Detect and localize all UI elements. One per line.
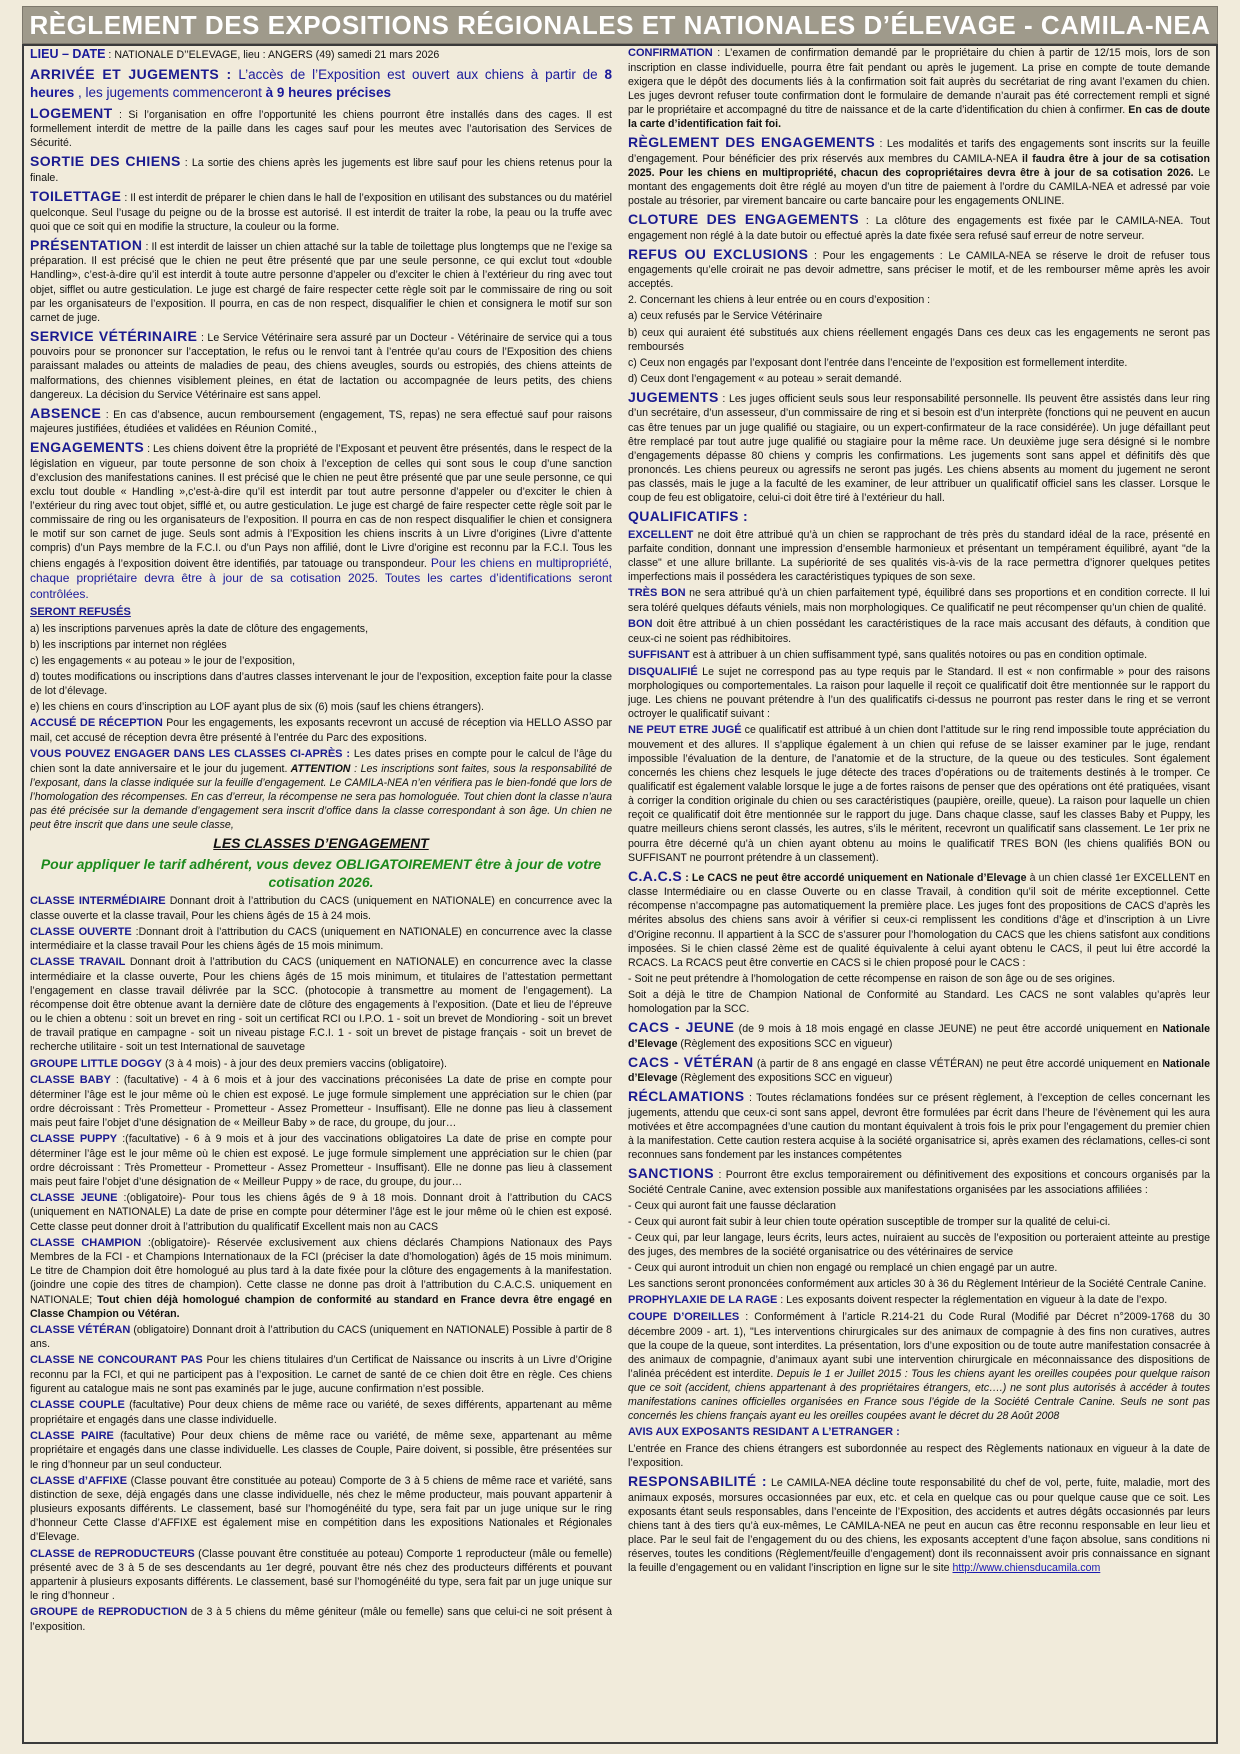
- cacs: [628, 867, 1210, 970]
- list-item: b) ceux qui auraient été substitués aux chiens réellement engagés Dans ces deux cas les engagements ne seront pas remboursés: [628, 326, 1210, 353]
- list-item: [30, 1398, 612, 1427]
- sortie-heading: SORTIE DES CHIENS: [30, 153, 181, 170]
- accuse-text: Pour les engagements, les exposants recevront un accusé de réception via HELLO ASSO par mail, cet accusé de réception devra être présenté à l’entrée du Parc des expositions.: [30, 717, 612, 745]
- list-item: c) les engagements « au poteau » le jour de l’exposition,: [30, 655, 296, 668]
- responsabilite-text: Le CAMILA-NEA décline toute responsabilité du chef de vol, perte, fuite, maladie, mort des animaux exposés, morsures occasionnées par eux, etc. et cela en quelque cas ou pour quelque cause que ce soit. Les exposants étant seuls responsables, dans l’enceinte de l’Exposition, des accidents et autres dégâts occasionnés par leurs chiens tant à des tiers qu’à eux-mêmes, Le CAMILA-NEA ne peut en aucun cas être reconnu responsable en leur lieu et place. Par le seul fait de l’engagement du ou des chiens, les exposants acceptent d’une façon absolue, sans conditions ni réserves, toutes les conditions (Règlement/feuille d’engagement) dont ils reconnaissent avoir pris connaissance en signant la feuille d’engagement ou en validant l’inscription en ligne sur le site: [628, 1477, 1210, 1575]
- classes-list: [30, 894, 612, 1634]
- cacs-jeune-text-2: (Règlement des expositions SCC en vigueur): [677, 1037, 893, 1050]
- class-text: (Classe pouvant être constituée au poteau) Comporte 1 reproducteur (mâle ou femelle) présenté avec de 3 à 5 de ses descendants au 1er degré, pouvant être nés chez des producteurs différents et pouvant appartenir à plusieurs exposants différents. Le classement, basé sur l’homogénéité du type, sera fait par un juge unique sur le ring d’honneur .: [30, 1547, 612, 1603]
- refuses-heading-line: [30, 605, 612, 620]
- judging-time: à 9 heures précises: [265, 84, 391, 100]
- cacs-list: [628, 972, 1210, 1016]
- confirmation-heading: CONFIRMATION: [628, 47, 713, 59]
- qualif-text: ne sera attribué qu’à un chien parfaitement typé, équilibré dans ses proportions et en condition correcte. Il lui sera toléré quelques défauts véniels, mais non morphologiques. Ce qualificatif ne peut récompenser qu’un chien de qualité.: [628, 587, 1210, 615]
- class-text: Pour les chiens titulaires d’un Certificat de Naissance ou inscrits à un Livre d’Origine reconnu par la FCI, et qui ne participent pas à l’exposition. Le carnet de santé de ce chien doit être en règle. Ces chiens figurent au catalogue mais ne sont pas examinés par le juge, aucune confirmation n’est possible.: [30, 1354, 612, 1396]
- reclamations-text: : Toutes réclamations fondées sur ce présent règlement, à l’exception de celles concernant les jugements, attendu que ceux-ci sont sans appel, devront être formulées par écrit dans l’heure de l’évènement qui les aura motivées et être accompagnées d’une caution du montant équivalent à trois fois le prix pour l’engagement du premier chien à la manifestation. Cette caution restera acquise à la société organisatrice si, après examen des réclamations, celles-ci sont reconnues sans fondement par les instances compétentes: [628, 1092, 1210, 1162]
- avis-etranger-heading-line: [628, 1425, 1210, 1440]
- sanctions-text: : Pourront être exclus temporairement ou définitivement des expositions et concours organisés par la Société Centrale Canine, avec extension possible aux manifestations organisées par les associations affiliées :: [628, 1169, 1210, 1196]
- vous-heading: VOUS POUVEZ ENGAGER DANS LES CLASSES CI-APRÈS :: [30, 748, 351, 761]
- logement-heading: LOGEMENT: [30, 104, 113, 121]
- avis-heading: AVIS AUX EXPOSANTS RESIDANT A L’ETRANGER :: [628, 1426, 900, 1439]
- coupe-oreilles: [628, 1310, 1210, 1423]
- cacs-veteran-text: (à partir de 8 ans engagé en classe VÉTÉRAN) ne peut être accordé uniquement en: [753, 1057, 1159, 1070]
- list-item: - Ceux qui auront fait une fausse déclaration: [628, 1200, 836, 1212]
- list-item: [30, 1132, 612, 1189]
- class-text: :(obligatoire)- Réservée exclusivement aux chiens déclarés Champions Nationaux des Pays Membres de la FCI - et Champions Internationaux de la FCI (préciser la date d’homologation) âgés de 15 mois minimum. Le titre de Champion doit être homologué au plus tard à la date fixée pour la clôture des engagements à la manifestation. (joindre une copie des titres de champion). Cette classe ne donne pas droit à l’attribution du C.A.C.S. uniquement en NATIONALE;: [30, 1236, 612, 1306]
- class-heading: CLASSE JEUNE: [30, 1191, 118, 1204]
- list-item: - Ceux qui auront introduit un chien non engagé ou remplacé un chien engagé par un autre.: [628, 1262, 1058, 1275]
- multipropriete-note: Pour les chiens en multipropriété, chaque propriétaire devra être à jour de sa cotisation 2025. Toutes les cartes d’identifications seront contrôlées.: [30, 555, 612, 602]
- list-item: a) les inscriptions parvenues après la date de clôture des engagements,: [30, 623, 369, 635]
- cacs-veteran-bold: Nationale d’Elevage: [628, 1057, 1210, 1085]
- class-text: Donnant droit à l’attribution du CACS (uniquement en NATIONALE) en concurrence avec la classe intermédiaire et la classe ouverte, Pour les chiens âgés de 15 mois minimum, et titulaires de l’attestation permettant l’engagement en classe travail délivrée par la SCC. (photocopie à transmettre au moment de l’engagement). La récompense doit être obtenue avant la dernière date de clôture des engagements à l’exposition. (Date et lieu de l’épreuve ou le chien a obtenu : soit un brevet en ring - soit un certificat RCI ou I.P.O. 1 - soit un brevet de Mondioring - soit un brevet de travail pratique en campagne - soit un niveau pistage F.C.I. 1 - soit un brevet de pistage français - soit un brevet de recherche utilitaire - soit un test International de sauvetage: [30, 956, 612, 1054]
- arrivee: [30, 65, 612, 102]
- qualif-text: Le sujet ne correspond pas au type requis par le Standard. Il est « non confirmable » pour des raisons morphologiques ou comportementales. La raison pour laquelle il reçoit ce qualificatif doit être mentionnée sur le rapport du juge. Les chiens ne pouvant prétendre à l’un des qualificatifs ci-dessus ne pourront pas rester dans le ring et se verront octroyer le qualificatif suivant :: [628, 665, 1210, 721]
- list-item: [30, 1057, 612, 1072]
- absence: [30, 404, 612, 437]
- class-heading: CLASSE VÉTÉRAN: [30, 1323, 131, 1336]
- cacs-veteran-heading: CACS - VÉTÉRAN: [628, 1053, 754, 1070]
- list-item: d) Ceux dont l’engagement « au poteau » serait demandé.: [628, 372, 902, 385]
- cacs-jeune-bold: Nationale d’Elevage: [628, 1023, 1210, 1050]
- cacs-jeune: [628, 1018, 1210, 1051]
- list-item: [30, 1429, 612, 1472]
- class-heading: CLASSE CHAMPION: [30, 1236, 142, 1249]
- left-column: [30, 46, 612, 1742]
- absence-text: : En cas d’absence, aucun remboursement (engagement, TS, repas) ne sera effectué sauf pour raisons majeures justifiées, étudiées et validées en Réunion Comité.,: [30, 408, 612, 436]
- class-heading: CLASSE PUPPY: [30, 1133, 118, 1145]
- list-item: Les sanctions seront prononcées conformément aux articles 30 à 36 du Règlement Intérieur de la Société Centrale Canine.: [628, 1278, 1207, 1291]
- veto-text: : Le Service Vétérinaire sera assuré par un Docteur - Vétérinaire de service qui a tous pouvoirs pour se prononcer sur l’acceptation, le refus ou le renvoi tant à l’entrée qu’au cours de l’Exposition des chiens paraissant malades ou atteints de maladies de peau, des chiens aveugles, sourds ou estropiés, des chiens atteints de malformations, des chiennes visiblement pleines, en état de lactation ou accompagnée de leurs petits, des chiens dangereux. La décision du Service Vétérinaire est sans appel.: [30, 331, 612, 401]
- sanctions: [628, 1164, 1210, 1197]
- class-text: (facultative) Pour deux chiens de même race ou variété, de même sexe, appartenant au même propriétaire et engagés dans une classe individuelle. Les classes de Couple, Paire doivent, si possible, être présentées sur le ring d’honneur par un seul conducteur.: [30, 1429, 612, 1471]
- list-item: - Soit ne peut prétendre à l’homologation de cette récompense en raison de son âge ou de ses origines.: [628, 972, 1116, 985]
- arrivee-text-2: , les jugements commenceront: [74, 84, 266, 100]
- class-text: : (facultative) - 4 à 6 mois et à jour des vaccinations préconisées La date de prise en compte pour déterminer l’âge est le jour même où le chien est exposé. Le juge formule simplement une appréciation sur le chien (par ordre décroissant : Très Prometteur - Prometteur - Assez Prometteur - Insuffisant). Elle ne donne pas lieu à classement mais peut faire l’objet d’une désignation de « Meilleur Baby » de race, du groupe, du jour…: [30, 1074, 612, 1129]
- class-text: Donnant droit à l’attribution du CACS (uniquement en NATIONALE) en concurrence avec la classe ouverte et la classe travail, Pour les chiens âgés de 15 à 24 mois.: [30, 895, 612, 922]
- prophylaxie-heading: PROPHYLAXIE DE LA RAGE: [628, 1294, 778, 1307]
- site-link[interactable]: http://www.chiensducamila.com: [952, 1562, 1101, 1575]
- list-item: [30, 925, 612, 954]
- sanctions-list: [628, 1199, 1210, 1291]
- class-heading: CLASSE d’AFFIXE: [30, 1474, 128, 1487]
- class-bold-note: Tout chien déjà homologué champion de conformité au standard en France devra être engagé en Classe Champion ou Vétéran.: [30, 1293, 612, 1320]
- cacs-heading: C.A.C.S: [628, 867, 683, 884]
- list-item: e) les chiens en cours d’inscription au LOF ayant plus de six (6) mois (sauf les chiens étrangers).: [30, 701, 484, 714]
- vous-text: Les dates prises en compte pour le calcul de l’âge du chien sont la date anniversaire et le jour du jugement.: [30, 748, 612, 775]
- page-title: RÈGLEMENT DES EXPOSITIONS RÉGIONALES ET NATIONALES D’ÉLEVAGE - CAMILA-NEA: [22, 6, 1218, 44]
- list-item: [628, 665, 1210, 722]
- veto-heading: SERVICE VÉTÉRINAIRE: [30, 327, 198, 344]
- cacs-jeune-heading: CACS - JEUNE: [628, 1019, 735, 1036]
- reclamations: [628, 1087, 1210, 1162]
- list-item: a) ceux refusés par le Service Vétérinaire: [628, 310, 823, 323]
- oreilles-italic: Depuis le 1 er Juillet 2015 : Tous les chiens ayant les oreilles coupées pour quelque raison que ce soit (accident, chiens appartenant à des propriétaires étrangers, etc….) ne sont plus autorisés à accéder à toutes manifestations canines officielles organisées en France sous l’égide de la Société Centrale Canine. Seuls ne sont pas concernés les chiens français ayant eu les oreilles coupées avant le décret du 28 Août 2008: [628, 1367, 1210, 1423]
- toilettage-heading: TOILETTAGE: [30, 187, 122, 204]
- oreilles-text: : Conformément à l’article R.214-21 du Code Rural (Modifié par Décret n°2009-1768 du 30 décembre 2009 - art. 1), "Les interventions chirurgicales sur des animaux de compagnie à des fins non curatives, autres que la coupe de la queue, sont interdites. La présentation, lors d’une exposition ou de toute autre manifestation consacrée à des animaux de compagnie, d’animaux ayant subi une intervention chirurgicale en méconnaissance des dispositions de l’alinéa précédent est interdite.: [628, 1311, 1210, 1380]
- list-item: [30, 955, 612, 1054]
- qualif-text: ce qualificatif est attribué à un chien dont l’attitude sur le ring rend impossible toute appréciation du mouvement et des allures. Il s’applique également à un chien qui refuse de se laisser examiner par le juge, rendant impossible l’évaluation de la denture, de l’anatomie et de la structure, de la queue ou des testicules. Sont également concernés les chiens chez lesquels le juge détecte des traces d’opérations ou de traitements destinés à le tromper. Ce qualificatif est également valable lorsque le juge a de fortes raisons de penser que des opérations ont été pratiquées, visant à corriger la condition originale du chien ou ses caractéristiques (paupière, oreille, queue). La raison pour laquelle un chien reçoit ce qualificatif doit être mentionnée sur le rapport du juge. Dans chaque classe, sauf les classes Baby et Puppy, les quatre meilleurs chiens seront classés, les autres, s’ils le méritent, recevront un qualificatif sans classement. Le 1er prix ne pourra être décerné qu’à un chien ayant obtenu au moins le qualificatif TRES BON (les chiens qualifiés BON ou SUFFISANT ne pourront prétendre à un classement).: [628, 724, 1210, 864]
- refuses-heading: SERONT REFUSÉS: [30, 606, 131, 619]
- class-text: :Donnant droit à l’attribution du CACS (uniquement en NATIONALE) en concurrence avec la classe intermédiaire et la classe travail Pour les chiens âgés de 15 mois minimum.: [30, 925, 612, 953]
- logement: [30, 104, 612, 151]
- qualif-heading: EXCELLENT: [628, 528, 694, 541]
- qualificatifs-list: [628, 528, 1210, 865]
- qualif-heading: SUFFISANT: [628, 648, 690, 661]
- class-heading: CLASSE INTERMÉDIAIRE: [30, 895, 166, 908]
- list-item: c) Ceux non engagés par l’exposant dont l’entrée dans l’enceinte de l’exposition est formellement interdite.: [628, 356, 1128, 369]
- arrivee-heading: ARRIVÉE ET JUGEMENTS :: [30, 65, 232, 82]
- cacs-text: à un chien classé 1er EXCELLENT en classe Intermédiaire ou en classe Ouverte ou en classe Travail, à condition qu’il soit de mérite exceptionnel. Cette récompense n’accompagne pas automatiquement la première place. Les juges font des propositions de CACS d’après les mérites absolus des chiens sans avoir à vérifier si ceux-ci remplissent les conditions d’âge et d’inscription à un Livre d’Origine reconnu. Il appartient à la SCC de s’assurer pour l’homologation du CACS que les chiens satisfont aux conditions imposées. Si le chien classé 2ème est de qualité équivalente à celui ayant obtenu le CACS, il peut lui être accordé la RCACS. La RCACS peut être convertie en CACS si le chien proposé pour le CACS :: [628, 871, 1210, 969]
- accuse-heading: ACCUSÉ DE RÉCEPTION: [30, 717, 163, 730]
- prophylaxie-text: : Les exposants doivent respecter la réglementation en vigueur à la date de l’expo.: [777, 1294, 1168, 1307]
- cacs-bold: : Le CACS ne peut être accordé uniquement en Nationale d’Elevage: [682, 871, 1027, 884]
- absence-heading: ABSENCE: [30, 404, 102, 421]
- qualificatifs-heading: QUALIFICATIFS :: [628, 508, 749, 525]
- list-item: - Ceux qui, par leur langage, leurs écrits, leurs actes, nuiraient au succès de l’exposition ou porteraient atteinte au prestige des juges, des membres de la société organisatrice ou des vétérinaires de service: [628, 1232, 1210, 1259]
- presentation-text: : Il est interdit de laisser un chien attaché sur la table de toilettage plus longtemps que ne l’exige sa préparation. Il est précisé que le chien ne peut être présenté que par une seule personne, ce qui exclut tout «double Handling», c’est-à-dire qu’il est interdit à toute autre personne d’appeler ou d’exciter le chien à l’extérieur du ring avec tout objet, sifflet ou autre gesticulation. Le juge est chargé de faire respecter cette règle soit par le commissaire de ring ou soit par les organisateurs de l’exposition. Il pourra, en cas de non respect, disqualifier le chien et consignera le motif sur son carnet de juge.: [30, 240, 612, 324]
- reclamations-heading: RÉCLAMATIONS: [628, 1088, 745, 1105]
- qualificatifs-heading-line: [628, 507, 1210, 526]
- reglement-text: : Les modalités et tarifs des engagements sont inscrits sur la feuille d’engagement. Pour bénéficier des prix réservés aux membres du CAMILA-NEA: [628, 138, 1210, 165]
- list-item: [30, 1073, 612, 1130]
- qualif-text: doit être attribué à un chien possédant les caractéristiques de la race mais accusant des défauts, à condition que ceux-ci ne soient pas rédhibitoires.: [628, 618, 1210, 645]
- toilettage: [30, 187, 612, 234]
- toilettage-text: : Il est interdit de préparer le chien dans le hall de l’exposition en utilisant des substances ou du matériel quelconque. Seul l’usage du peigne ou de la brosse est autorisé. Il est interdit de traiter la robe, la peau ou la truffe avec quoi que ce soit qui en modifie la structure, la couleur ou la forme.: [30, 191, 612, 233]
- class-heading: GROUPE LITTLE DOGGY: [30, 1057, 163, 1070]
- service-veterinaire: [30, 327, 612, 402]
- accuse-reception: [30, 716, 612, 745]
- list-item: [30, 894, 612, 923]
- list-item: [30, 1191, 612, 1234]
- list-item: Soit a déjà le titre de Champion National de Conformité au Standard. Les CACS ne sont valables qu’après leur homologation par la SCC.: [628, 988, 1210, 1015]
- jugements-text: : Les juges officient seuls sous leur responsabilité personnelle. Ils peuvent être assistés dans leur ring d’un secrétaire, d’un assesseur, d’un commissaire de ring et si besoin est d’un interprète (fonctions qui ne peuvent en aucun cas être tenues par un juge qualifié ou stagiaire, ou un expert-confirmateur de la race considérée). Un juge défaillant peut être remplacé par tout autre juge qualifié ou stagiaire pour la même race. Un deuxième juge sera désigné si le nombre d’engagements dépasse 80 chiens y compris les confirmations. Les jugements sont sans appel et définitifs dès que prononcés. Les chiens peureux ou agressifs ne seront pas jugés. Les chiens absents au moment du jugement ne seront pas classés, mais le juge a la faculté de les examiner, de leur attribuer un qualificatif officiel sans les classer. Lorsque le coup de feu est obligatoire, celui-ci doit être tiré à l’extérieur du hall.: [628, 392, 1210, 504]
- class-text: de 3 à 5 chiens du même géniteur (mâle ou femelle) sans que celui-ci ne soit présent à l’exposition.: [30, 1606, 612, 1634]
- avis-etranger-text: L’entrée en France des chiens étrangers est subordonnée au respect des Règlements nationaux en vigueur à la date de l’exposition.: [628, 1442, 1210, 1469]
- reglement-engagements: [628, 133, 1210, 208]
- qualif-text: est à attribuer à un chien suffisamment typé, sans qualités notoires ou pas en condition optimale.: [689, 648, 1148, 661]
- cloture-text: : La clôture des engagements est fixée par le CAMILA-NEA. Tout engagement non réglé à la date butoir ou effectué après la date fixée sera refusé sauf erreur de notre serveur.: [628, 214, 1210, 242]
- list-item: 2. Concernant les chiens à leur entrée ou en cours d’exposition :: [628, 294, 931, 307]
- qualif-text: ne doit être attribué qu’à un chien se rapprochant de très près du standard idéal de la race, présenté en parfaite condition, donnant une impression d’ensemble harmonieux et présentant un tempérament équilibré, ayant "de la classe" et une allure brillante. La supériorité de ses qualités vis-à-vis de la race permettra d’ignorer quelques petites imperfections mais il possédera les caractéristiques typiques de son sexe.: [628, 528, 1210, 584]
- qualif-heading: TRÈS BON: [628, 587, 686, 600]
- jugements-heading: JUGEMENTS: [628, 388, 719, 405]
- qualif-heading: DISQUALIFIÉ: [628, 665, 698, 678]
- presentation-heading: PRÉSENTATION: [30, 236, 143, 253]
- class-text: (obligatoire) Donnant droit à l’attribution du CACS (uniquement en NATIONALE) Possible à partir de 8 ans.: [30, 1323, 612, 1351]
- list-item: [30, 1605, 612, 1634]
- list-item: [628, 617, 1210, 646]
- engagements: [30, 438, 612, 603]
- class-heading: CLASSE OUVERTE: [30, 925, 132, 938]
- tarif-adherent-note: Pour appliquer le tarif adhérent, vous devez OBLIGATOIREMENT être à jour de votre cotisation 2026.: [40, 855, 602, 891]
- lieu-date: [30, 46, 612, 63]
- list-item: [30, 1353, 612, 1396]
- attention-label: ATTENTION: [287, 762, 351, 775]
- refuses-list: [30, 622, 612, 714]
- sanctions-heading: SANCTIONS: [628, 1165, 715, 1182]
- list-item: [30, 1323, 612, 1352]
- class-text: (facultative) Pour deux chiens de même race ou variété, de sexes différents, appartenant au même propriétaire et engagés dans une classe individuelle.: [30, 1399, 612, 1426]
- class-heading: CLASSE NE CONCOURANT PAS: [30, 1354, 203, 1367]
- responsabilite-heading: RESPONSABILITÉ :: [628, 1473, 767, 1490]
- sortie-text: : La sortie des chiens après les jugements est libre sauf pour les chiens retenus pour la finale.: [30, 157, 612, 184]
- class-heading: CLASSE TRAVAIL: [30, 956, 126, 969]
- class-text: :(obligatoire)- Pour tous les chiens âgés de 9 à 18 mois. Donnant droit à l’attribution du CACS (uniquement en NATIONALE) La date de prise en compte pour déterminer l’âge est le jour même où le chien est exposé. Cette classe peut donner droit à l’attribution du qualificatif Excellent mais non au CACS: [30, 1191, 612, 1233]
- class-text: (Classe pouvant être constituée au poteau) Comporte de 3 à 5 chiens de même race et variété, sans distinction de sexe, déjà engagés dans une classe individuelle, nés chez le même producteur, mais pouvant appartenir à plusieurs exposants différents. Le classement, basé sur l’homogénéité du type, sera fait par un juge unique sur le ring d’honneur Cette Classe d’AFFIXE est également mise en compétition dans les expositions Nationales et Régionales d’Elevage.: [30, 1474, 612, 1544]
- cacs-veteran-text-2: (Règlement des expositions SCC en vigueur): [677, 1072, 893, 1085]
- cacs-jeune-text: (de 9 mois à 18 mois engagé en classe JEUNE) ne peut être accordé uniquement en: [734, 1023, 1158, 1036]
- class-heading: CLASSE COUPLE: [30, 1399, 125, 1412]
- cacs-veteran: [628, 1053, 1210, 1086]
- list-item: [628, 723, 1210, 864]
- content-columns: [30, 46, 1210, 1742]
- confirmation-text: : L’examen de confirmation demandé par le propriétaire du chien à partir de 12/15 mois, lors de son inscription en classe individuelle, pourra être fait pendant ou après le jugement. La prise en compte de toute demande exigera que le dépôt des documents liés à la confirmation soit fait auprès du secrétariat de ring avant l’examen du chien. Les juges devront refuser toute confirmation dont le formulaire de demande n’aurait pas été correctement rempli et signé par le propriétaire et accompagné du titre de naissance et de la carte d’identification du chien à confirmer.: [628, 47, 1210, 116]
- cloture: [628, 210, 1210, 243]
- class-text: (3 à 4 mois) - à jour des deux premiers vaccins (obligatoire).: [162, 1057, 447, 1070]
- qualif-heading: NE PEUT ETRE JUGÉ: [628, 724, 742, 737]
- list-item: - Ceux qui auront fait subir à leur chien toute opération susceptible de tromper sur la qualité de celui-ci.: [628, 1216, 1111, 1229]
- list-item: [30, 1236, 612, 1321]
- reglement-bold: il faudra être à jour de sa cotisation 2025. Pour les chiens en multipropriété, chacun des copropriétaires devra être à jour de sa cotisation 2026.: [628, 152, 1210, 179]
- lieu-heading: LIEU – DATE: [30, 47, 106, 61]
- confirmation-bold: En cas de doute la carte d’identification fait foi.: [628, 103, 1210, 130]
- list-item: [628, 648, 1210, 663]
- sortie: [30, 152, 612, 185]
- class-heading: CLASSE BABY: [30, 1074, 111, 1087]
- list-item: d) toutes modifications ou inscriptions dans d’autres classes intervenant le jour de l’exposition, exception faite pour la classe de lot d’élevage.: [30, 671, 612, 698]
- arrivee-hour: 8 heures: [30, 66, 612, 100]
- jugements: [628, 388, 1210, 505]
- confirmation: [628, 46, 1210, 131]
- refus-list: [628, 293, 1210, 385]
- class-heading: GROUPE de REPRODUCTION: [30, 1606, 188, 1619]
- vous-pouvez: [30, 747, 612, 832]
- list-item: b) les inscriptions par internet non réglées: [30, 639, 227, 652]
- list-item: [30, 1474, 612, 1545]
- qualif-heading: BON: [628, 618, 653, 631]
- right-column: [628, 46, 1210, 1742]
- classes-title: LES CLASSES D’ENGAGEMENT: [213, 835, 429, 852]
- prophylaxie: [628, 1293, 1210, 1308]
- list-item: [628, 586, 1210, 615]
- list-item: [30, 1547, 612, 1604]
- vous-italic: : Les inscriptions sont faites, sous la responsabilité de l’exposant, dans la classe indiquée sur la feuille d’engagement. Le CAMILA-NEA n’en vérifiera pas le bien-fondé que lors de l’homologation des récompenses. En cas d’erreur, la récompense ne sera pas homologuée. Tout chien dont la classe n’aura pas été précisée sur la demande d’engagement sera inscrit d’office dans la classe correspondant à son âge. Un chien ne peut être inscrit que dans une seule classe,: [30, 762, 612, 832]
- logement-text: : Si l’organisation en offre l’opportunité les chiens pourront être installés dans des cages. Il est formellement interdit de mettre de la paille dans les cages sauf pour les meutes avec l’autorisation des Services de Sécurité.: [30, 108, 612, 150]
- engagements-text: : Les chiens doivent être la propriété de l’Exposant et peuvent être présentés, dans le respect de la législation en vigueur, par toute personne de son choix à l’exception de celles qui sont sous le coup d’une sanction d’exclusion des manifestations canines. Il est précisé que le chien ne peut être présenté que par une seule personne, ce qui exclu tout double « Handling »,c’est-à-dire qu’il est interdit par tout autre personne d’appeler ou d’exciter le chien à l’extérieur du ring avec tout objet, sifflé et, ou autre gesticulation. Le juge est chargé de faire respecter cette règle soit par le commissaire de ring ou les organisateurs de l’exposition. Il pourra en cas de non respect disqualifier le chien et consignera le motif sur son carnet de juge. Seuls sont admis à l’Exposition les chiens inscrits à un Livre d’origines (Livre d’attente compris) d’un Pays membre de la F.C.I. ou d’un Pays non affilié, dont le Livre d’origine est reconnu par la F.C.I. Tous les chiens engagés à l’exposition doivent être identifiés, par tatouage ou transpondeur.: [30, 443, 612, 570]
- cloture-heading: CLOTURE DES ENGAGEMENTS: [628, 210, 859, 227]
- reglement-heading: RÈGLEMENT DES ENGAGEMENTS: [628, 134, 876, 151]
- reglement-text-2: Le montant des engagements doit être réglé au moyen d’un titre de paiement à l’ordre du CAMILA-NEA et adressé par voie postale au trésorier, par virement bancaire ou carte bancaire pour les engagements ONLINE.: [628, 166, 1210, 207]
- presentation: [30, 236, 612, 325]
- arrivee-text-1: L’accès de l’Exposition est ouvert aux chiens à partir de: [231, 66, 605, 82]
- class-heading: CLASSE de REPRODUCTEURS: [30, 1547, 195, 1560]
- responsabilite: [628, 1472, 1210, 1575]
- class-text: :(facultative) - 6 à 9 mois et à jour des vaccinations obligatoires La date de prise en compte pour déterminer l’âge est le jour même où le chien est exposé. Le juge formule simplement une appréciation sur le chien (par ordre décroissant : Très Prometteur - Prometteur - Assez Prometteur - Insuffisant). Elle ne donne pas lieu à classement mais peut faire l’objet d’une désignation de « Meilleur Puppy » de race, du groupe, du jour…: [30, 1133, 612, 1188]
- refus-heading: REFUS OU EXCLUSIONS: [628, 245, 809, 262]
- class-heading: CLASSE PAIRE: [30, 1429, 114, 1442]
- refus-exclusions: [628, 245, 1210, 292]
- oreilles-heading: COUPE D’OREILLES: [628, 1311, 740, 1324]
- list-item: [628, 528, 1210, 585]
- engagements-heading: ENGAGEMENTS: [30, 439, 145, 456]
- refus-text: : Pour les engagements : Le CAMILA-NEA se réserve le droit de refuser tous engagements qu’elle croirait ne pas devoir admettre, sans préciser le motif, et de les rembourser même après les avoir acceptés.: [628, 249, 1210, 291]
- lieu-text: : NATIONALE D’’ELEVAGE, lieu : ANGERS (49) samedi 21 mars 2026: [105, 49, 440, 61]
